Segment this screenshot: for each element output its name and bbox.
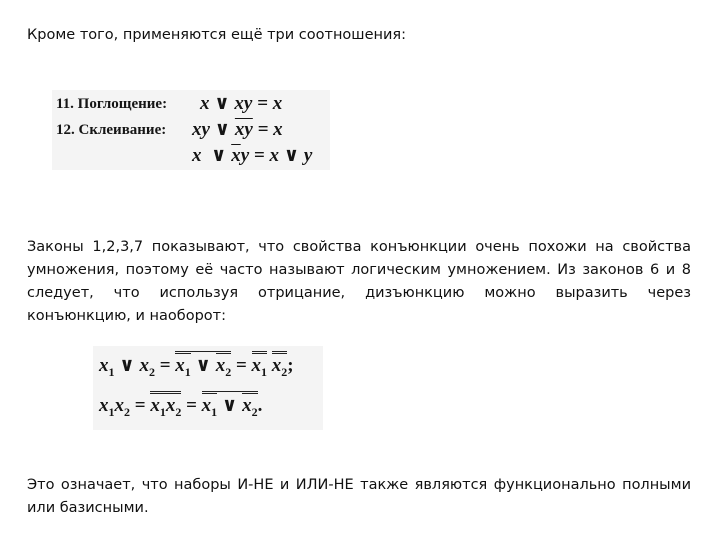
de-morgan-formulas-image bbox=[93, 346, 323, 430]
laws-paragraph: Законы 1,2,3,7 показывают, что свойства конъюнкции очень похожи на свойства умножения, поэтому её часто называют логическим умножением. Из законов 6 и 8 следует, что используя отрицание, дизъюнкцию можно выразить через конъюнкцию, и наоборот: bbox=[27, 239, 691, 324]
law-11-formula: x ∨ xy = x bbox=[200, 93, 283, 114]
law-11-label: 11. Поглощение: bbox=[56, 96, 168, 112]
law-12-formula-b: x ∨ $\overline{x}y = x$ ∨ y bbox=[192, 145, 313, 166]
conclusion-paragraph: Это означает, что наборы И-НЕ и ИЛИ-НЕ также являются функционально полными или базисными. bbox=[27, 477, 691, 516]
intro-paragraph: Кроме того, применяются ещё три соотношения: bbox=[27, 27, 406, 43]
de-morgan-formula-2: $x_1x_2 = x_1x_2 = x_1$ ∨ $x_2$. bbox=[99, 394, 262, 420]
de-morgan-formula-1: $x_1$ ∨ $x_2 = x_1$ ∨ $x_2 = x_1$ $x_2$; bbox=[99, 354, 294, 380]
absorption-gluing-formulas-image bbox=[52, 90, 330, 170]
law-12-formula-a: xy ∨ $\overline{xy} = x$ bbox=[192, 119, 283, 140]
law-12-label: 12. Склеивание: bbox=[56, 122, 167, 138]
